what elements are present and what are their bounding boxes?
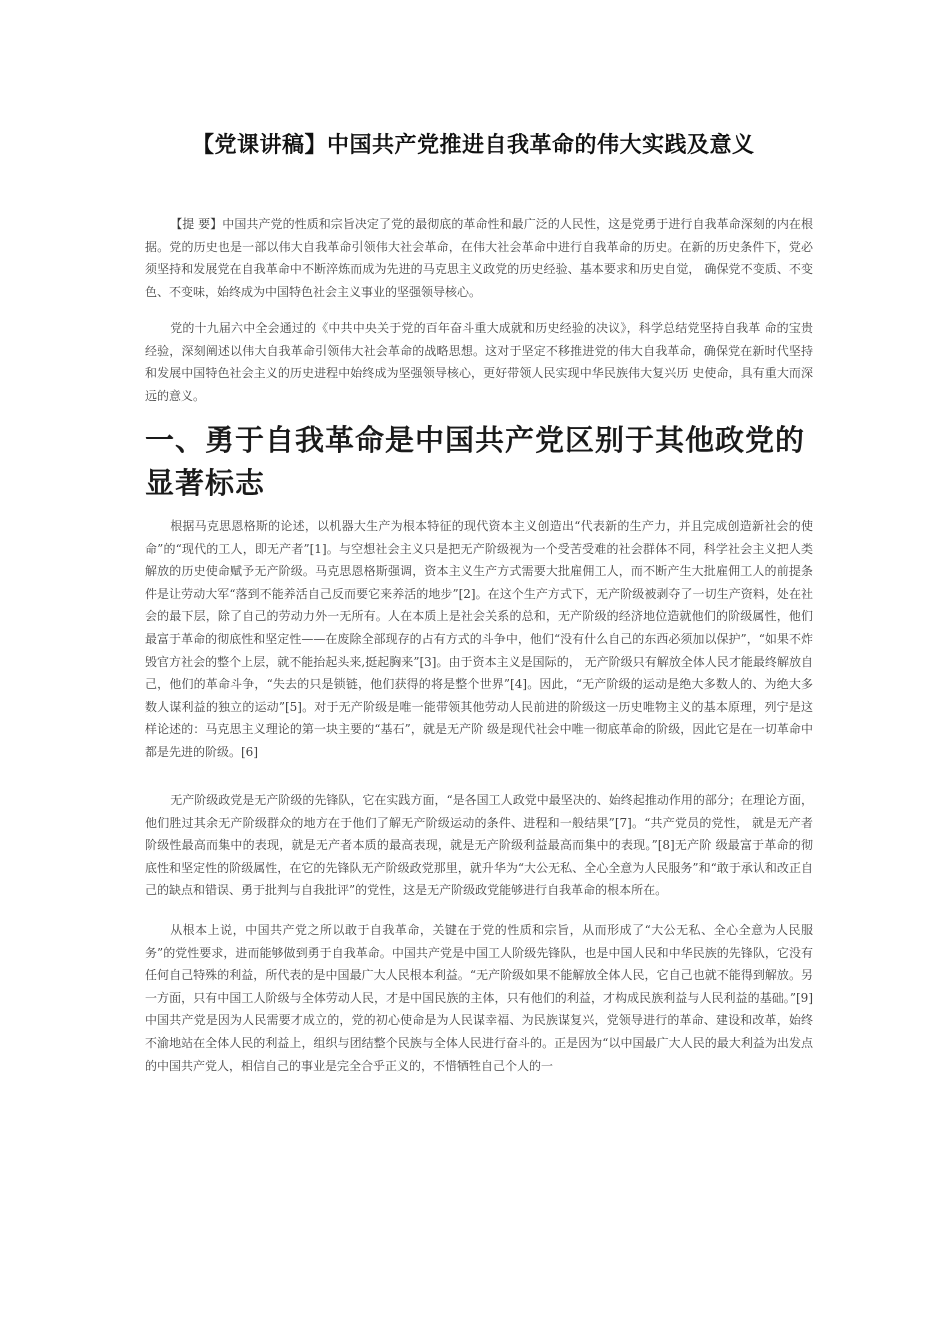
- body-paragraph: 根据马克思恩格斯的论述，以机器大生产为根本特征的现代资本主义创造出“代表新的生产力，并且完成创造新社会的使命”的“现代的工人，即无产者”[1]。与空想社会主义只是把无产阶级视为一个受苦受难的社会群体不同，科学社会主义把人类解放的历史使命赋予无产阶级。马克思恩格斯强调，资本主义生产方式需要大批雇佣工人，而不断产生大批雇佣工人的前提条件是让劳动大军“落到不能养活自己反而要它来养活的地步”[2]。在这个生产方式下，无产阶级被剥夺了一切生产资料，处在社会的最下层，除了自己的劳动力外一无所有。人在本质上是社会关系的总和，无产阶级的经济地位造就他们的阶级属性，他们最富于革命的彻底性和坚定性——在废除全部现存的占有方式的斗争中，他们“没有什么自己的东西必须加以保护”，“如果不炸毁官方社会的整个上层，就不能抬起头来,挺起胸来”[3]。由于资本主义是国际的， 无产阶级只有解放全体人民才能最终解放自己，他们的革命斗争，“失去的只是锁链，他们获得的将是整个世界”[4]。因此，“无产阶级的运动是绝大多数人的、为绝大多数人谋利益的独立的运动”[5]。对于无产阶级是唯一能带领其他劳动人民前进的阶级这一历史唯物主义的基本原理，列宁是这样论述的：马克思主义理论的第一块主要的“基石”，就是无产阶 级是现代社会中唯一彻底革命的阶级，因此它是在一切革命中都是先进的阶级。[6]: [145, 519, 813, 759]
- body-paragraph: 从根本上说，中国共产党之所以敢于自我革命，关键在于党的性质和宗旨，从而形成了“大公无私、全心全意为人民服务”的党性要求，进而能够做到勇于自我革命。中国共产党是中国工人阶级先锋队，也是中国人民和中华民族的先锋队，它没有任何自己特殊的利益，所代表的是中国最广大人民根本利益。“无产阶级如果不能解放全体人民，它自己也就不能得到解放。另一方面，只有中国工人阶级与全体劳动人民，才是中国民族的主体，只有他们的利益，才构成民族利益与人民利益的基础。”[9]中国共产党是因为人民需要才成立的，党的初心使命是为人民谋幸福、为民族谋复兴，党领导进行的革命、建设和改革，始终不渝地站在全体人民的利益上，组织与团结整个民族与全体人民进行奋斗的。正是因为“以中国最广大人民的最大利益为出发点的中国共产党人，相信自己的事业是完全合乎正义的，不惜牺牲自己个人的一: [145, 923, 813, 1073]
- body-paragraph: 无产阶级政党是无产阶级的先锋队，它在实践方面，“是各国工人政党中最坚决的、始终起推动作用的部分；在理论方面，他们胜过其余无产阶级群众的地方在于他们了解无产阶级运动的条件、进程和一般结果”[7]。“共产党员的党性， 就是无产者阶级性最高而集中的表现，就是无产者本质的最高表现，就是无产阶级利益最高而集中的表现。”[8]无产阶 级最富于革命的彻底性和坚定性的阶级属性，在它的先锋队无产阶级政党那里，就升华为“大公无私、全心全意为人民服务”和“敢于承认和改正自己的缺点和错误、勇于批判与自我批评”的党性，这是无产阶级政党能够进行自我革命的根本所在。: [145, 793, 813, 898]
- abstract-label: 【提 要】: [170, 217, 223, 231]
- abstract-paragraph: [145, 213, 813, 303]
- intro-paragraph: 党的十九届六中全会通过的《中共中央关于党的百年奋斗重大成就和历史经验的决议》，科学总结党坚持自我革 命的宝贵经验，深刻阐述以伟大自我革命引领伟大社会革命的战略思想。这对于坚定不移推进党的伟大自我革命，确保党在新时代坚持和发展中国特色社会主义的历史进程中始终成为坚强领导核心，更好带领人民实现中华民族伟大复兴历 史使命，具有重大而深远的意义。: [145, 321, 813, 403]
- document-title: 【党课讲稿】中国共产党推进自我革命的伟大实践及意义: [192, 133, 755, 158]
- abstract-text: 中国共产党的性质和宗旨决定了党的最彻底的革命性和最广泛的人民性，这是党勇于进行自我革命深刻的内在根据。党的历史也是一部以伟大自我革命引领伟大社会革命，在伟大社会革命中进行自我革命的历史。在新的历史条件下，党必须坚持和发展党在自我革命中不断淬炼而成为先进的马克思主义政党的历史经验、基本要求和历史自觉， 确保党不变质、不变色、不变味，始终成为中国特色社会主义事业的坚强领导核心。: [145, 217, 813, 299]
- section-heading: 一、勇于自我革命是中国共产党区别于其他政党的显著标志: [145, 423, 806, 500]
